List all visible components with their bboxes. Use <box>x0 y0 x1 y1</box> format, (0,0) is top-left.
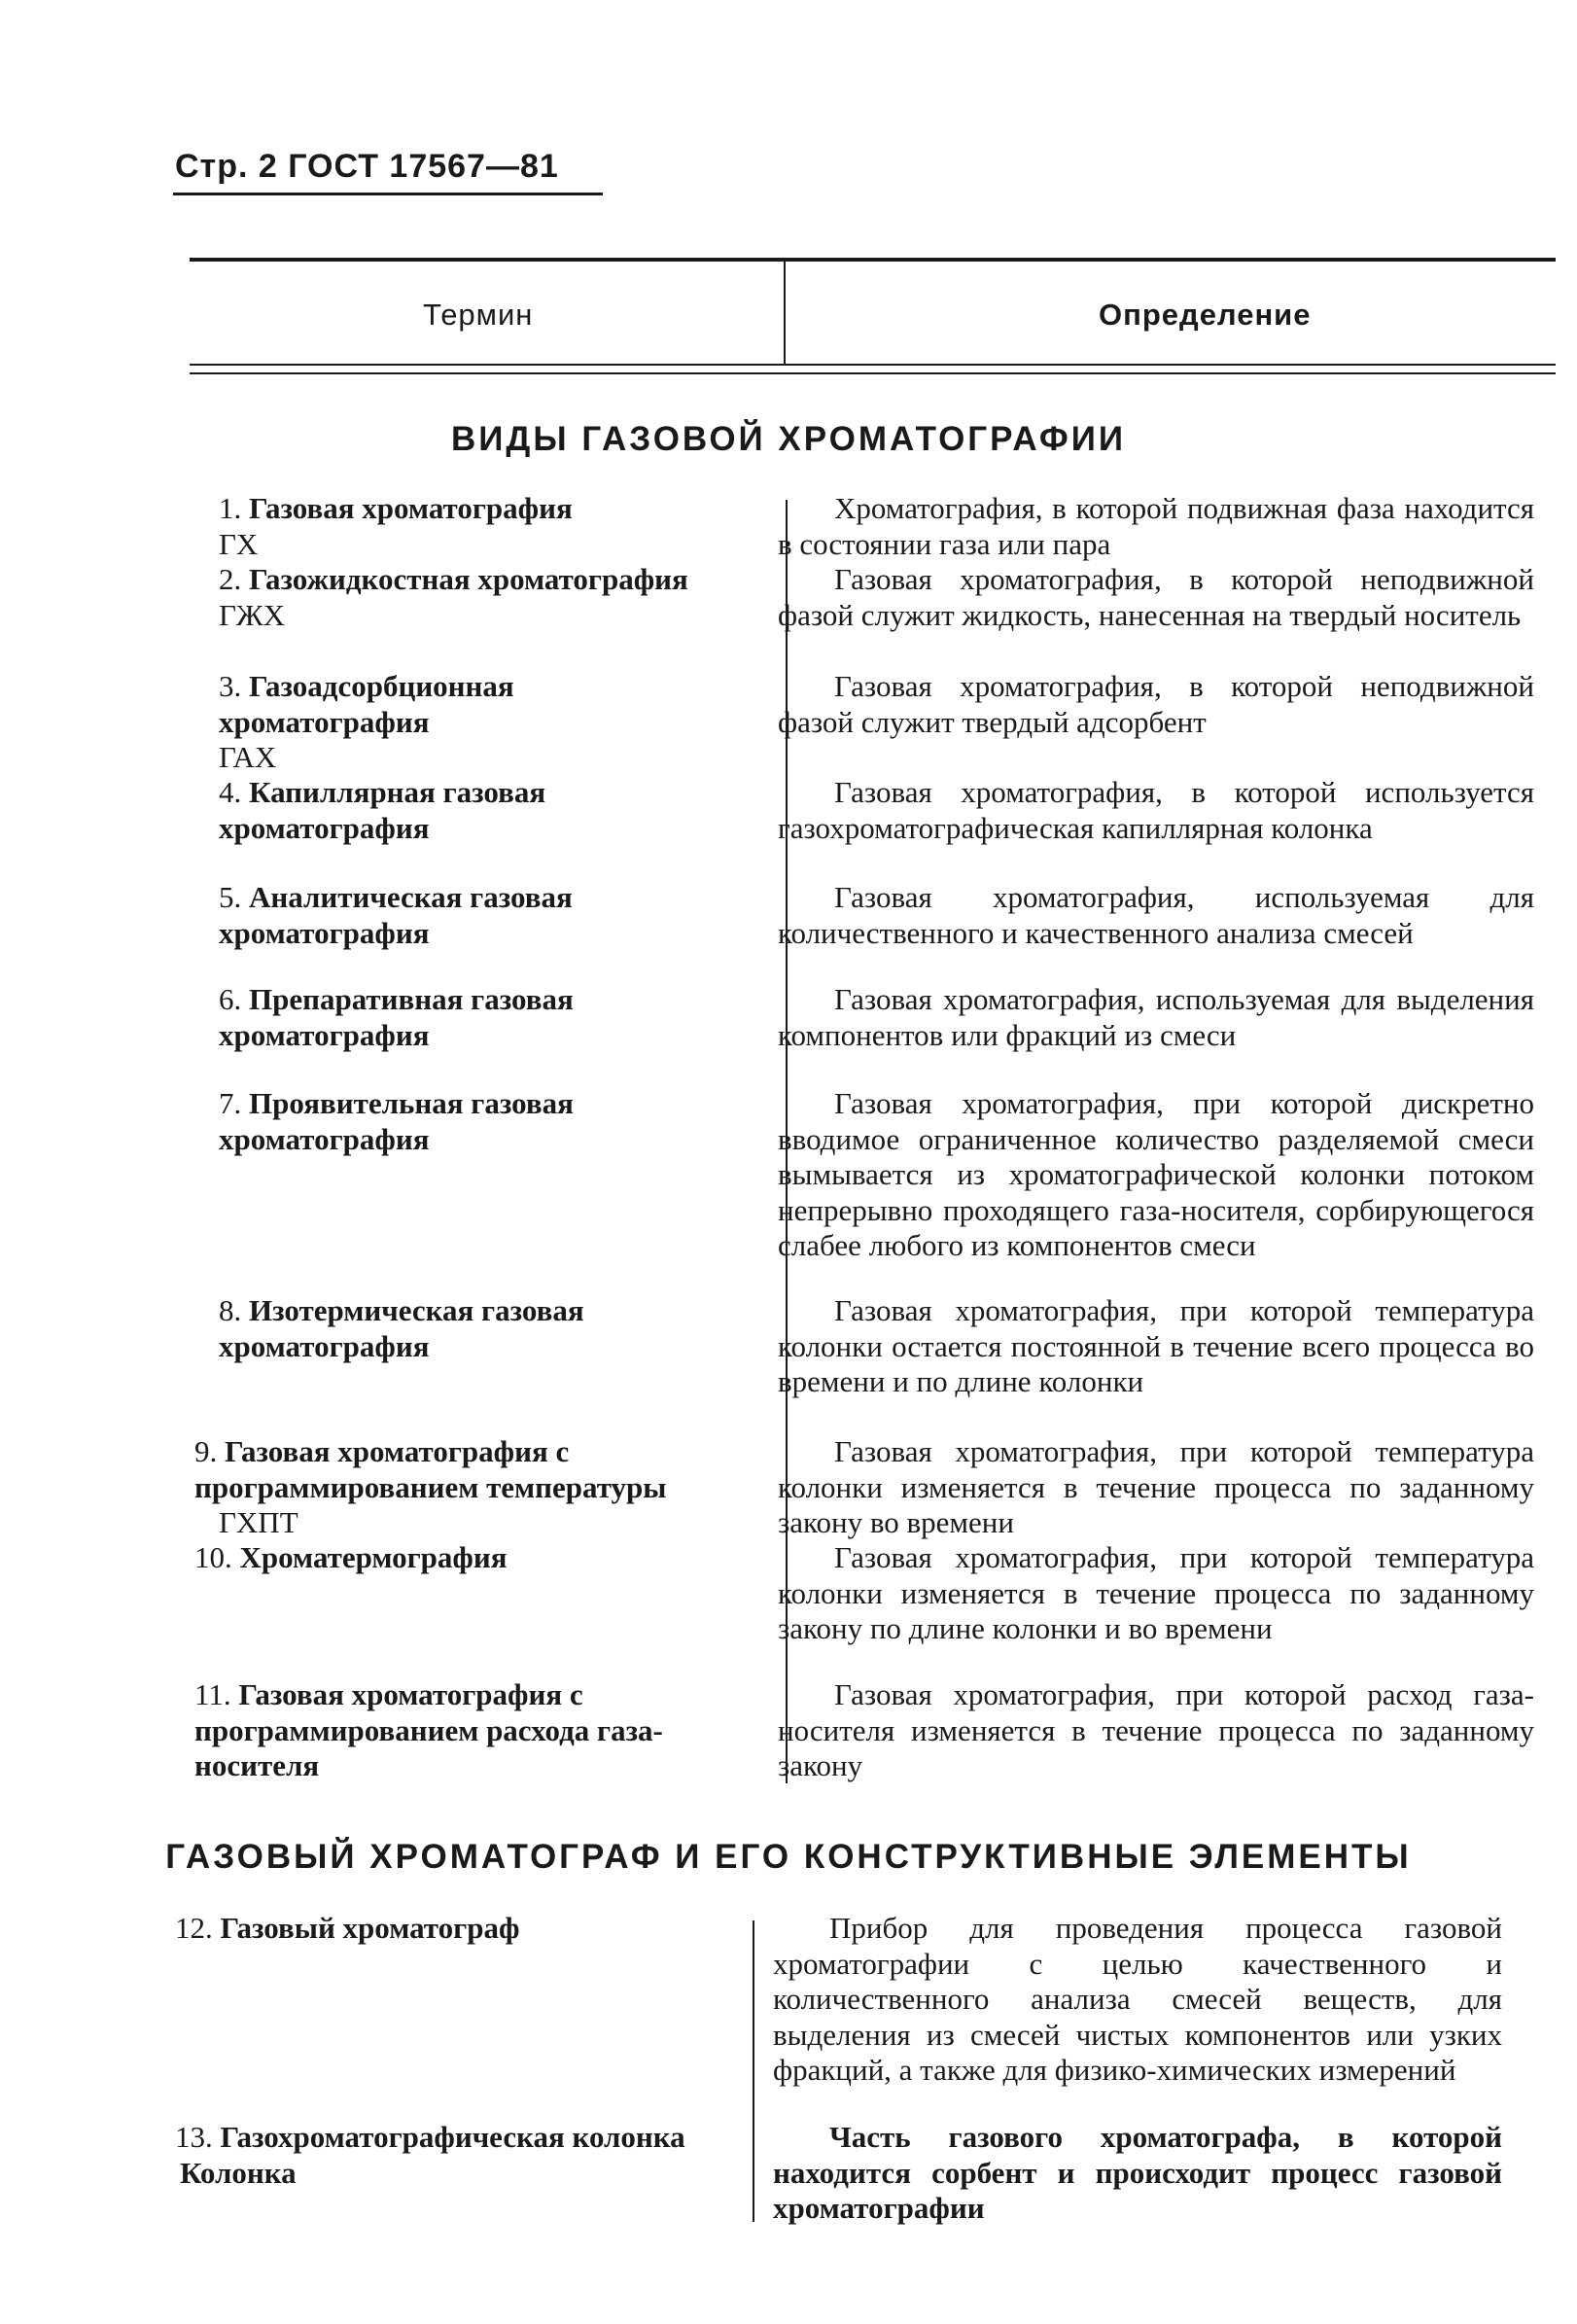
definition-text: Газовая хроматография, в которой неподвижной фазой служит твердый адсорбент <box>778 669 1534 739</box>
definition-text: Газовая хроматография, при которой температура колонки изменяется в течение процесса по заданному закону по длине колонки и во времени <box>778 1540 1534 1645</box>
term-abbr: ГХПТ <box>219 1505 298 1539</box>
definition-entry-7 <box>778 1086 1534 1264</box>
term-name: Проявительная газовая хроматография <box>219 1086 574 1156</box>
term-name: Газоадсорбционная хроматография <box>219 669 514 739</box>
term-name: Газовая хроматография с программированием температуры <box>194 1434 667 1504</box>
term-number: 12. <box>175 1911 213 1945</box>
table-header-rule <box>190 372 1556 374</box>
definition-text: Газовая хроматография, используемая для количественного и качественного анализа смесей <box>778 880 1534 950</box>
term-number: 11. <box>194 1677 231 1711</box>
definition-entry-11 <box>778 1677 1534 1784</box>
term-abbr: ГХ <box>219 526 259 561</box>
column-divider <box>753 1920 754 2222</box>
term-entry-12 <box>165 1911 710 1947</box>
definition-entry-9 <box>778 1434 1534 1541</box>
term-entry-6 <box>165 982 710 1053</box>
term-abbr: ГЖХ <box>219 597 286 632</box>
term-name: Газовый хроматограф <box>220 1911 520 1945</box>
definition-entry-5 <box>778 880 1534 951</box>
definition-entry-1 <box>778 491 1534 562</box>
term-number: 5. <box>219 880 242 914</box>
term-abbr: ГАХ <box>219 740 277 774</box>
definition-text: Газовая хроматография, при которой температура колонки изменяется в течение процесса по заданному закону во времени <box>778 1434 1534 1539</box>
header-underline <box>173 193 603 195</box>
definition-text: Газовая хроматография, используемая для выделения компонентов или фракций из смеси <box>778 982 1534 1052</box>
term-name: Препаративная газовая хроматография <box>219 982 574 1052</box>
definition-text: Прибор для проведения процесса газовой хроматографии с целью качественного и количественного анализа смесей веществ, для выделения из смесей чистых компонентов или узких фракций, а также для физико-химических измерений <box>773 1911 1502 2087</box>
term-name: Газовая хроматография с программированием расхода газа-носителя <box>194 1677 663 1782</box>
definition-text: Газовая хроматография, при которой температура колонки остается постоянной в течение всего процесса во времени и по длине колонки <box>778 1293 1534 1398</box>
section-title-chromatograph: ГАЗОВЫЙ ХРОМАТОГРАФ И ЕГО КОНСТРУКТИВНЫЕ ЭЛЕМЕНТЫ <box>165 1838 1412 1876</box>
definition-entry-10 <box>778 1540 1534 1647</box>
definition-entry-8 <box>778 1293 1534 1400</box>
term-number: 13. <box>175 2120 213 2154</box>
term-number: 8. <box>219 1293 242 1327</box>
term-name: Аналитическая газовая хроматография <box>219 880 573 950</box>
definition-text: Часть газового хроматографа, в которой находится сорбент и происходит процесс газовой хроматографии <box>773 2120 1502 2225</box>
definition-entry-3 <box>778 669 1534 740</box>
term-number: 1. <box>219 491 242 525</box>
term-entry-13 <box>141 2120 685 2191</box>
definition-entry-13 <box>773 2120 1502 2227</box>
term-entry-8 <box>165 1293 710 1364</box>
definition-text: Газовая хроматография, при которой расход газа-носителя изменяется в течение процесса по заданному закону <box>778 1677 1534 1782</box>
term-entry-9 <box>165 1434 710 1541</box>
term-name: Газовая хроматография <box>249 491 573 525</box>
column-header-term: Термин <box>423 298 534 332</box>
definition-entry-12 <box>773 1911 1502 2089</box>
definition-text: Газовая хроматография, в которой неподвижной фазой служит жидкость, нанесенная на твердый носитель <box>778 562 1534 632</box>
definition-entry-4 <box>778 775 1534 846</box>
term-entry-2 <box>165 562 710 633</box>
section-title-types: ВИДЫ ГАЗОВОЙ ХРОМАТОГРАФИИ <box>450 420 1127 458</box>
term-name: Изотермическая газовая хроматография <box>219 1293 584 1363</box>
term-abbr: Колонка <box>180 2155 297 2190</box>
term-entry-10 <box>165 1540 710 1576</box>
term-name: Газохроматографическая колонка <box>220 2120 685 2154</box>
term-name: Хроматермография <box>239 1540 508 1574</box>
term-number: 4. <box>219 775 242 809</box>
column-header-definition: Определение <box>1099 298 1312 332</box>
table-header-rule <box>190 364 1556 366</box>
term-entry-1 <box>165 491 710 562</box>
term-entry-3 <box>165 669 710 776</box>
table-top-rule <box>190 258 1556 262</box>
term-number: 2. <box>219 562 242 596</box>
definition-text: Газовая хроматография, при которой дискретно вводимое ограниченное количество разделяемой смеси вымывается из хроматографической колонки потоком непрерывно проходящего газа-носителя, сорбирующегося слабее любого из компонентов смеси <box>778 1086 1534 1262</box>
term-number: 7. <box>219 1086 242 1120</box>
term-name: Газожидкостная хроматография <box>249 562 688 596</box>
term-number: 6. <box>219 982 242 1016</box>
definition-entry-2 <box>778 562 1534 633</box>
term-number: 3. <box>219 669 242 703</box>
term-entry-4 <box>165 775 710 846</box>
term-name: Капиллярная газовая хроматография <box>219 775 546 845</box>
definition-text: Хроматография, в которой подвижная фаза находится в состоянии газа или пара <box>778 491 1534 561</box>
term-entry-5 <box>165 880 710 951</box>
definition-text: Газовая хроматография, в которой используется газохроматографическая капиллярная колонка <box>778 775 1534 845</box>
term-number: 9. <box>194 1434 218 1468</box>
definition-entry-6 <box>778 982 1534 1053</box>
page-header: Стр. 2 ГОСТ 17567—81 <box>175 148 559 185</box>
term-number: 10. <box>194 1540 232 1574</box>
term-entry-11 <box>165 1677 710 1784</box>
term-entry-7 <box>165 1086 710 1157</box>
